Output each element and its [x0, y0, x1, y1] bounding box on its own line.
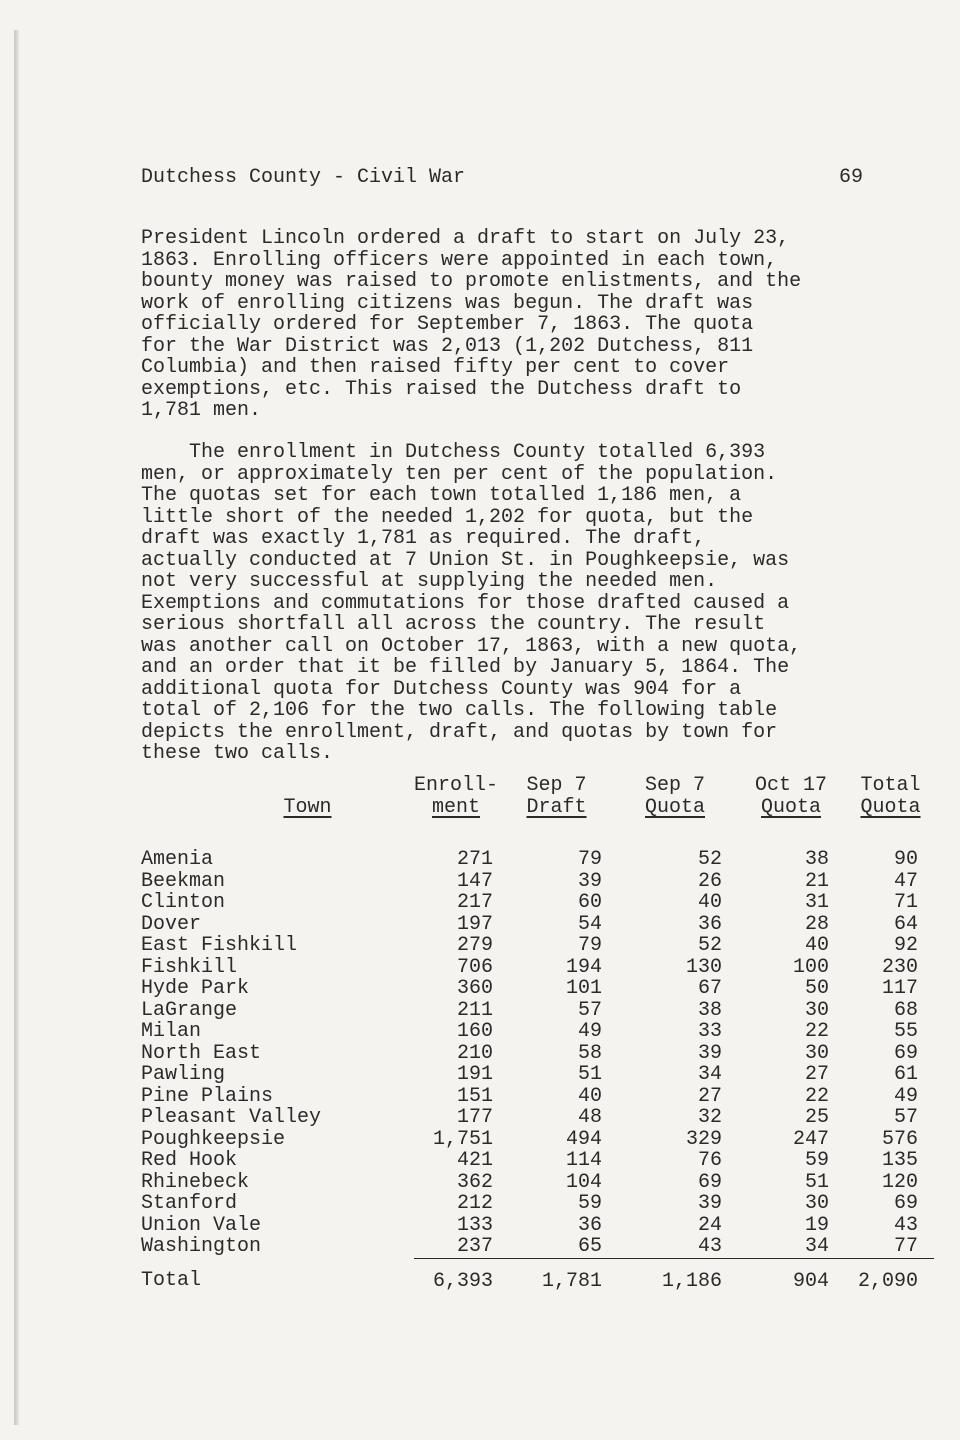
- total-oct17-quota-cell: 904: [793, 1269, 830, 1293]
- table-row: [141, 1172, 934, 1194]
- text-line: work of enrolling citizens was begun. The draft was: [141, 291, 754, 315]
- enrollment-cell: 151: [457, 1084, 494, 1108]
- table-row: [141, 1150, 934, 1172]
- table-row: [141, 1215, 934, 1237]
- header-sep7-quota: Sep 7 Quota: [645, 774, 706, 819]
- sep7-quota-cell: 43: [615, 1236, 735, 1258]
- enrollment-cell: 1,751: [433, 1127, 494, 1151]
- sep7-quota-cell: 39: [698, 1192, 723, 1215]
- total-quota-cell: 117: [882, 977, 919, 1000]
- enrollment-cell: 279: [457, 934, 494, 957]
- town-name-cell: Clinton: [141, 891, 226, 914]
- text-line: for the War District was 2,013 (1,202 Dutchess, 811: [141, 334, 754, 358]
- text-line: bounty money was raised to promote enlistments, and the: [141, 270, 802, 293]
- oct17-quota-cell: 51: [805, 1170, 830, 1194]
- sep7-quota-cell: 67: [698, 977, 723, 1000]
- oct17-quota-cell: 21: [805, 869, 830, 893]
- page-binding-edge: [14, 30, 19, 1425]
- table-row: [141, 914, 934, 936]
- text-line: total of 2,106 for the two calls. The following table: [141, 699, 778, 722]
- running-title: Dutchess County - Civil War: [141, 166, 466, 189]
- town-name-cell: Beekman: [141, 869, 226, 893]
- text-line: actually conducted at 7 Union St. in Poughkeepsie, was: [141, 548, 790, 572]
- sep7-draft-cell: 101: [566, 977, 603, 1000]
- enrollment-cell: 421: [457, 1149, 494, 1172]
- header-town: Town: [283, 796, 332, 819]
- town-name-cell: Fishkill: [141, 955, 238, 979]
- header-enrollment: Enroll- ment: [414, 774, 499, 819]
- table-row: [141, 892, 934, 914]
- table-row: [141, 1021, 934, 1043]
- sep7-quota-cell: 36: [698, 912, 723, 936]
- oct17-quota-cell: 22: [805, 1084, 830, 1108]
- text-line: depicts the enrollment, draft, and quotas by town for: [141, 720, 778, 744]
- total-quota-cell: 71: [894, 891, 919, 914]
- town-name-cell: Amenia: [141, 848, 214, 871]
- total-quota-cell: 49: [894, 1084, 919, 1108]
- text-line: and an order that it be filled by January 5, 1864. The: [141, 656, 790, 679]
- sep7-draft-cell: 494: [566, 1127, 603, 1151]
- enrollment-cell: 147: [457, 869, 494, 893]
- text-line: The enrollment in Dutchess County totalled 6,393: [141, 441, 766, 464]
- enrollment-cell: 133: [457, 1213, 494, 1237]
- text-line: The quotas set for each town totalled 1,186 men, a: [141, 484, 742, 507]
- text-line: serious shortfall all across the country. The result: [141, 613, 766, 636]
- quota-table: [141, 775, 934, 1292]
- total-quota-cell: 120: [882, 1170, 919, 1194]
- sep7-quota-cell: 32: [698, 1106, 723, 1129]
- oct17-quota-cell: 38: [805, 848, 830, 871]
- enrollment-cell: 211: [457, 998, 494, 1022]
- oct17-quota-cell: 27: [805, 1063, 830, 1086]
- oct17-quota-cell: 19: [805, 1213, 830, 1237]
- town-name-cell: Pleasant Valley: [141, 1106, 322, 1129]
- sep7-draft-cell: 194: [566, 955, 603, 979]
- text-line: Columbia) and then raised fifty per cent to cover: [141, 356, 730, 379]
- oct17-quota-cell: 30: [805, 998, 830, 1022]
- text-line: not very successful at supplying the needed men.: [141, 570, 718, 593]
- sep7-quota-cell: 52: [698, 848, 723, 871]
- sep7-draft-cell: 36: [578, 1213, 603, 1237]
- total-quota-cell: 57: [894, 1106, 919, 1129]
- sep7-quota-cell: 26: [698, 869, 723, 893]
- table-row: [141, 957, 934, 979]
- enrollment-cell: 191: [457, 1063, 494, 1086]
- oct17-quota-cell: 100: [793, 955, 830, 979]
- total-quota-cell: 135: [882, 1149, 919, 1172]
- town-name-cell: North East: [141, 1041, 262, 1065]
- header-total-quota: Total Quota: [860, 774, 921, 819]
- town-name-cell: Stanford: [141, 1192, 238, 1215]
- oct17-quota-cell: 59: [805, 1149, 830, 1172]
- oct17-quota-cell: 247: [793, 1127, 830, 1151]
- oct17-quota-cell: 30: [805, 1041, 830, 1065]
- sep7-draft-cell: 58: [578, 1041, 603, 1065]
- paragraph-enrollment: [141, 442, 861, 765]
- total-quota-cell: 55: [894, 1020, 919, 1043]
- sep7-quota-cell: 329: [686, 1127, 723, 1151]
- total-quota-cell: 43: [894, 1213, 919, 1237]
- sep7-quota-cell: 27: [698, 1084, 723, 1108]
- table-total-row: [141, 1258, 934, 1292]
- total-quota-cell: 576: [882, 1127, 919, 1151]
- table-row: [141, 1043, 934, 1065]
- sep7-draft-cell: 51: [578, 1063, 603, 1086]
- table-row: [141, 1000, 934, 1022]
- total-sep7-draft-cell: 1,781: [542, 1269, 603, 1293]
- sep7-quota-cell: 34: [698, 1063, 723, 1086]
- oct17-quota-cell: 28: [805, 912, 830, 936]
- oct17-quota-cell: 50: [805, 977, 830, 1000]
- text-line: exemptions, etc. This raised the Dutchess draft to: [141, 377, 742, 401]
- sep7-draft-cell: 79: [578, 934, 603, 957]
- sep7-quota-cell: 24: [698, 1213, 723, 1237]
- text-line: these two calls.: [141, 742, 334, 765]
- table-row: [141, 849, 934, 871]
- sep7-quota-cell: 38: [698, 998, 723, 1022]
- text-line: 1,781 men.: [141, 399, 262, 422]
- enrollment-cell: 197: [457, 912, 494, 936]
- page-number: 69: [838, 166, 863, 189]
- sep7-quota-cell: 39: [698, 1041, 723, 1065]
- table-row: [141, 1064, 934, 1086]
- sep7-draft-cell: 65: [498, 1236, 615, 1258]
- sep7-draft-cell: 57: [578, 998, 603, 1022]
- oct17-quota-cell: 34: [735, 1236, 847, 1258]
- town-name-cell: Poughkeepsie: [141, 1127, 286, 1151]
- town-name-cell: Dover: [141, 912, 202, 936]
- enrollment-cell: 177: [457, 1106, 494, 1129]
- total-quota-cell: 230: [882, 955, 919, 979]
- sep7-quota-cell: 76: [698, 1149, 723, 1172]
- enrollment-cell: 217: [457, 891, 494, 914]
- town-name-cell: Red Hook: [141, 1149, 238, 1172]
- text-line: 1863. Enrolling officers were appointed in each town,: [141, 248, 778, 272]
- sep7-quota-cell: 33: [698, 1020, 723, 1043]
- sep7-draft-cell: 59: [578, 1192, 603, 1215]
- sep7-quota-cell: 130: [686, 955, 723, 979]
- total-quota-cell: 69: [894, 1041, 919, 1065]
- enrollment-cell: 362: [457, 1170, 494, 1194]
- town-name-cell: Milan: [141, 1020, 202, 1043]
- sep7-draft-cell: 104: [566, 1170, 603, 1194]
- oct17-quota-cell: 40: [805, 934, 830, 957]
- table-row: [141, 935, 934, 957]
- enrollment-cell: 210: [457, 1041, 494, 1065]
- table-row: [141, 1236, 934, 1258]
- town-name-cell: Pawling: [141, 1063, 226, 1086]
- enrollment-cell: 212: [457, 1192, 494, 1215]
- total-town-name-cell: Total: [141, 1269, 202, 1293]
- header-sep7-draft: Sep 7 Draft: [526, 774, 587, 819]
- sep7-draft-cell: 39: [578, 869, 603, 893]
- total-enrollment-cell: 6,393: [433, 1269, 494, 1293]
- text-line: officially ordered for September 7, 1863. The quota: [141, 313, 754, 336]
- total-sep7-quota-cell: 1,186: [662, 1269, 723, 1293]
- sep7-draft-cell: 79: [578, 848, 603, 871]
- text-line: additional quota for Dutchess County was 904 for a: [141, 677, 742, 701]
- text-line: was another call on October 17, 1863, with a new quota,: [141, 634, 802, 658]
- sep7-draft-cell: 60: [578, 891, 603, 914]
- total-quota-cell: 68: [894, 998, 919, 1022]
- enrollment-cell: 360: [457, 977, 494, 1000]
- table-row: [141, 1193, 934, 1215]
- sep7-draft-cell: 48: [578, 1106, 603, 1129]
- total-quota-cell: 61: [894, 1063, 919, 1086]
- table-header-row: [141, 775, 934, 819]
- enrollment-cell: 271: [457, 848, 494, 871]
- oct17-quota-cell: 22: [805, 1020, 830, 1043]
- table-row: [141, 978, 934, 1000]
- table-row: [141, 1086, 934, 1108]
- town-name-cell: East Fishkill: [141, 934, 298, 957]
- oct17-quota-cell: 25: [805, 1106, 830, 1129]
- table-row: [141, 1107, 934, 1129]
- town-name-cell: Hyde Park: [141, 977, 250, 1000]
- oct17-quota-cell: 31: [805, 891, 830, 914]
- town-name-cell: Washington: [141, 1235, 262, 1259]
- sep7-quota-cell: 52: [698, 934, 723, 957]
- enrollment-cell: 160: [457, 1020, 494, 1043]
- total-total-quota-cell: 2,090: [858, 1269, 919, 1293]
- header-oct17-quota: Oct 17 Quota: [755, 774, 828, 819]
- total-quota-cell: 47: [894, 869, 919, 893]
- enrollment-cell: 706: [457, 955, 494, 979]
- town-name-cell: LaGrange: [141, 998, 238, 1022]
- total-quota-cell: 90: [894, 848, 919, 871]
- text-line: little short of the needed 1,202 for quota, but the: [141, 505, 754, 529]
- sep7-quota-cell: 40: [698, 891, 723, 914]
- sep7-quota-cell: 69: [698, 1170, 723, 1194]
- table-row: [141, 871, 934, 893]
- total-quota-cell: 77: [847, 1236, 934, 1258]
- total-quota-cell: 64: [894, 912, 919, 936]
- text-line: draft was exactly 1,781 as required. The draft,: [141, 527, 706, 550]
- town-name-cell: Rhinebeck: [141, 1170, 250, 1194]
- total-quota-cell: 92: [894, 934, 919, 957]
- enrollment-cell: 237: [414, 1236, 498, 1258]
- table-row: [141, 1129, 934, 1151]
- sep7-draft-cell: 114: [566, 1149, 603, 1172]
- text-line: President Lincoln ordered a draft to start on July 23,: [141, 227, 790, 250]
- text-line: Exemptions and commutations for those drafted caused a: [141, 591, 790, 615]
- paragraph-draft-order: [141, 228, 861, 422]
- sep7-draft-cell: 49: [578, 1020, 603, 1043]
- town-name-cell: Pine Plains: [141, 1084, 274, 1108]
- sep7-draft-cell: 40: [578, 1084, 603, 1108]
- oct17-quota-cell: 30: [805, 1192, 830, 1215]
- text-line: men, or approximately ten per cent of the population.: [141, 462, 778, 486]
- sep7-draft-cell: 54: [578, 912, 603, 936]
- total-quota-cell: 69: [894, 1192, 919, 1215]
- town-name-cell: Union Vale: [141, 1213, 262, 1237]
